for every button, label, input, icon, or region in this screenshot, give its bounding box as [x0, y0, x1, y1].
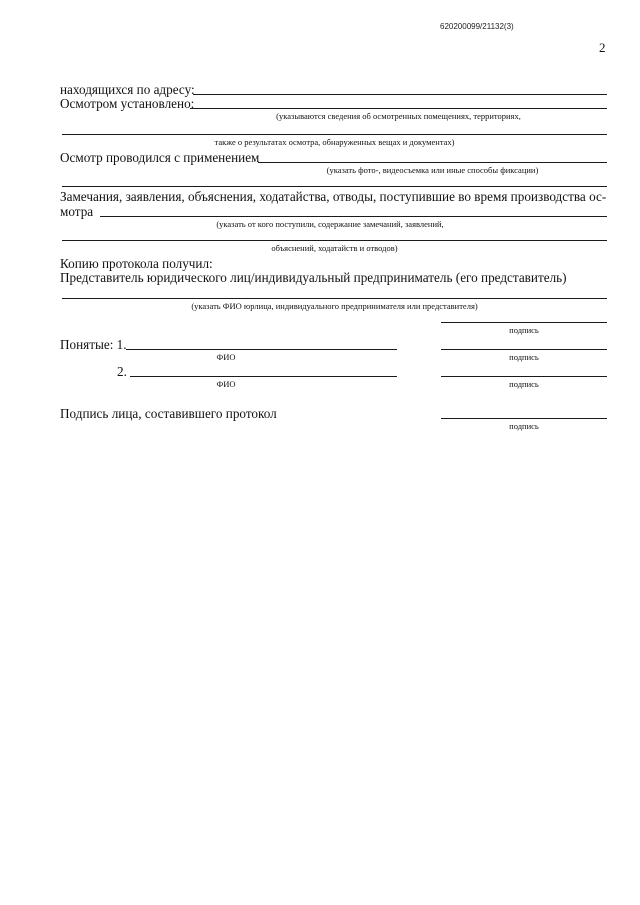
document-id: 620200099/21132(3) — [440, 22, 514, 31]
address-line[interactable] — [193, 94, 607, 95]
established-line-2[interactable] — [62, 134, 607, 135]
means-line[interactable] — [258, 162, 607, 163]
witness-1-fio-caption: ФИО — [216, 352, 236, 362]
witness-2-label: 2. — [117, 364, 127, 379]
representative-signature-line[interactable] — [441, 322, 607, 323]
page-number: 2 — [599, 40, 606, 55]
established-caption-2: также о результатах осмотра, обнаруженных вещах и документах) — [214, 137, 455, 147]
remarks-caption-2: объяснений, ходатайств и отводов) — [271, 243, 398, 253]
remarks-caption-1: (указать от кого поступили, содержание замечаний, заявлений, — [216, 219, 444, 229]
witness-2-signature-caption: подпись — [509, 379, 539, 389]
copy-received-label: Копию протокола получил: — [60, 256, 213, 271]
means-line-2[interactable] — [62, 186, 607, 187]
witness-1-signature-caption: подпись — [509, 352, 539, 362]
author-signature-line[interactable] — [441, 418, 607, 419]
remarks-line-2[interactable] — [62, 240, 607, 241]
representative-caption: (указать ФИО юрлица, индивидуального предпринимателя или представителя) — [191, 301, 478, 311]
witness-1-line[interactable] — [126, 349, 397, 350]
means-caption: (указать фото-, видеосъемка или иные способы фиксации) — [326, 165, 539, 175]
established-caption-1: (указываются сведения об осмотренных помещениях, территориях, — [276, 111, 521, 121]
witness-2-line[interactable] — [130, 376, 397, 377]
representative-label: Представитель юридического лиц/индивидуальный предприниматель (его представитель) — [60, 270, 567, 285]
author-signature-label: Подпись лица, составившего протокол — [60, 406, 277, 421]
established-label: Осмотром установлено: — [60, 96, 195, 111]
address-label: находящихся по адресу: — [60, 82, 195, 97]
witnesses-label: Понятые: 1. — [60, 337, 127, 352]
remarks-label-2: мотра — [60, 204, 94, 219]
representative-line[interactable] — [62, 298, 607, 299]
established-line[interactable] — [190, 108, 607, 109]
means-label: Осмотр проводился с применением — [60, 150, 260, 165]
representative-signature-caption: подпись — [509, 325, 539, 335]
author-signature-caption: подпись — [509, 421, 539, 431]
witness-2-signature-line[interactable] — [441, 376, 607, 377]
remarks-label-1: Замечания, заявления, объяснения, ходатайства, отводы, поступившие во время производства ос- — [60, 189, 607, 204]
remarks-line[interactable] — [100, 216, 607, 217]
witness-2-fio-caption: ФИО — [216, 379, 236, 389]
witness-1-signature-line[interactable] — [441, 349, 607, 350]
